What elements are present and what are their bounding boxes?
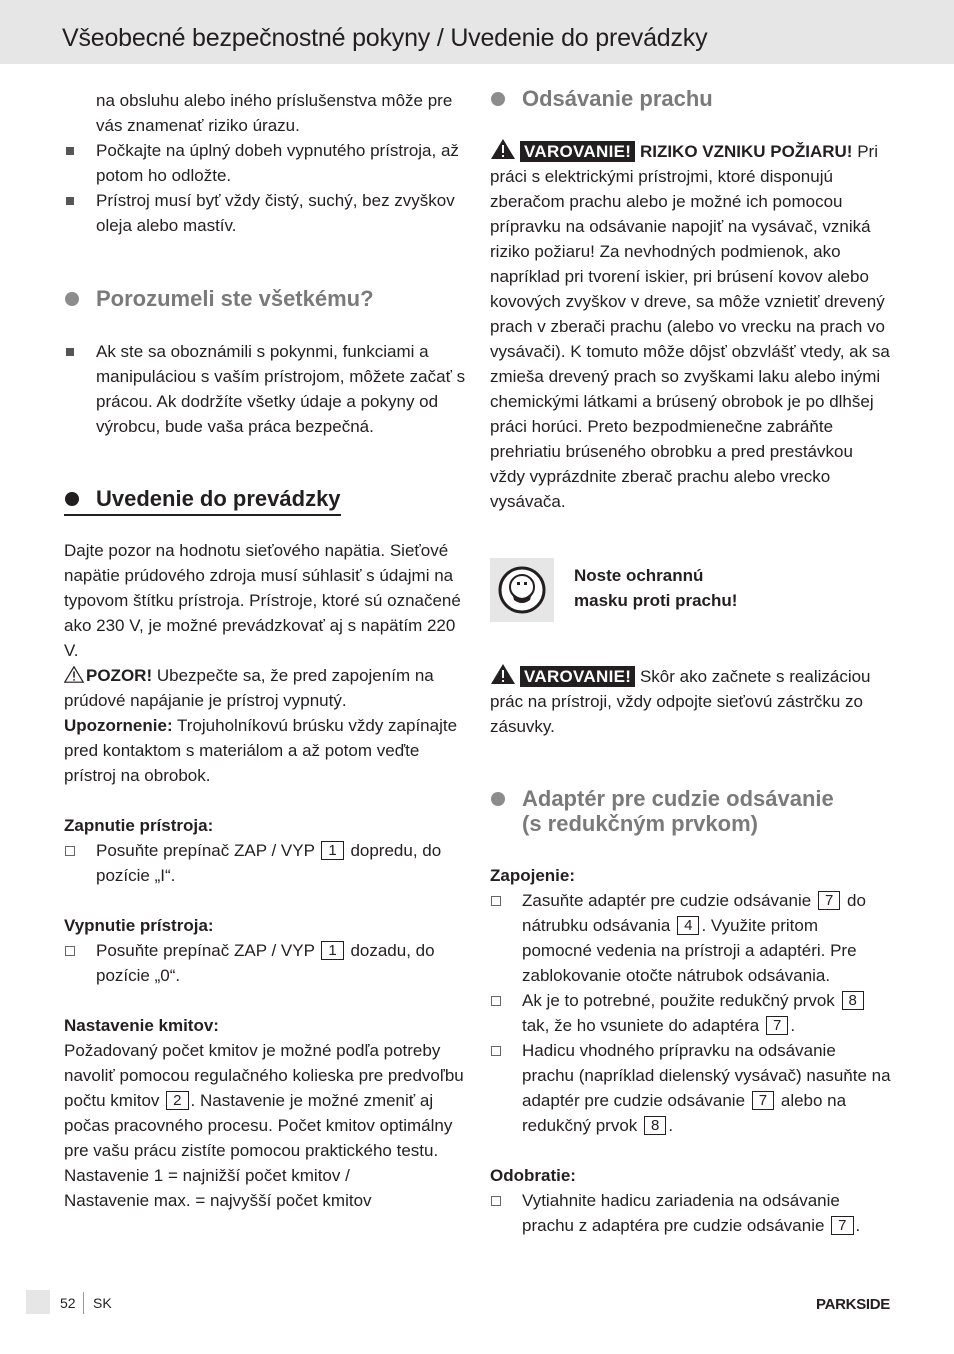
list-item: Ak je to potrebné, použite redukčný prvok 8 tak, že ho vsuniete do adaptéra 7 . [490, 988, 892, 1038]
fire-warning: VAROVANIE! RIZIKO VZNIKU POŽIARU! Pri práci s elektrickými prístrojmi, ktoré disponujú zberačom prachu alebo je možné ich pomocou prípravku na odsávanie napojiť na vysávač, vzniká riziko požiaru! Za nevhodných podmienok, ako napríklad pri tvorení iskier, pri brúsení kovov alebo kovových zvyškov v dreve, sa môže vznietiť drevený prach v zberači prachu (alebo vo vrecku na prach vo vysávači). K tomuto môže dôjsť obzvlášť vtedy, ak sa zmieša drevený prach so zvyškami laku alebo inými chemickými látkami a brúsený obrobok je po dlhšej práci horúci. Preto bezpodmienečne zabráňte prehriatiu brúseného obrobku a pred prestávkou vždy vyprázdnite zberač prachu alebo vrecko vysávača. [490, 138, 892, 514]
switch-off-block [64, 913, 466, 988]
dust-mask-icon [490, 558, 554, 622]
part-number: 8 [842, 991, 864, 1010]
subheading: Zapnutie prístroja: [64, 816, 214, 835]
section-heading: Porozumeli ste všetkému? [64, 286, 466, 311]
connect-block [490, 863, 892, 1138]
section-adapter [490, 786, 892, 836]
list-item: Posuňte prepínač ZAP / VYP 1 dozadu, do pozície „0“. [64, 938, 466, 988]
section-startup [64, 485, 466, 516]
list-item: Zasuňte adaptér pre cudzie odsávanie 7 do nátrubku odsávania 4 . Využite pritom pomocné vedenia na prístroji a adaptéri. Pre zablokovanie otočte nátrubok odsávania. [490, 888, 892, 988]
square-bullet-icon [66, 147, 74, 155]
brand-logo: PARKSIDE [816, 1296, 890, 1313]
list-item: Ak ste sa oboznámili s pokynmi, funkciami a manipuláciou s vaším prístrojom, môžete začať s prácou. Ak dodržíte všetky údaje a pokyny od výrobcu, bude vaša práca bezpečná. [64, 339, 466, 439]
part-number: 4 [677, 916, 699, 935]
part-number: 1 [321, 841, 343, 860]
oscillation-block: Nastavenie kmitov: Požadovaný počet kmitov je možné podľa potreby navoliť pomocou regulačného kolieska pre predvoľbu počtu kmitov 2 . Nastavenie je možné zmeniť aj počas pracovného procesu. Počet kmitov optimálny pre vašu prácu zistíte pomocou praktického testu. Nastavenie 1 = najnižší počet kmitov / Nastavenie max. = najvyšší počet kmitov [64, 1013, 466, 1213]
warning-triangle-icon [64, 666, 84, 683]
page-title: Všeobecné bezpečnostné pokyny / Uvedenie do prevádzky [62, 24, 708, 52]
startup-intro: Dajte pozor na hodnotu sieťového napätia. Sieťové napätie prúdového zdroja musí súhlasiť s údajmi na typovom štítku prístroja. Prístroje, ktoré sú označené ako 230 V, je možné prevádzkovať aj s napätím 220 V. [64, 541, 461, 660]
section-understood [64, 286, 466, 311]
page-number: 52 [60, 1295, 76, 1311]
part-number: 1 [321, 941, 343, 960]
subheading: Nastavenie kmitov: [64, 1016, 219, 1035]
bullet-dot-icon [65, 492, 79, 506]
remove-block [490, 1163, 892, 1238]
section-heading: Adaptér pre cudzie odsávanie (s redukčným prvkom) [490, 786, 892, 836]
list-item: Hadicu vhodného prípravku na odsávanie prachu (napríklad dielenský vysávač) nasuňte na adaptér pre cudzie odsávanie 7 alebo na redukčný prvok 8 . [490, 1038, 892, 1138]
footer-square [26, 1290, 50, 1314]
pozor-note: POZOR! Ubezpečte sa, že pred zapojením na prúdové napájanie je prístroj vypnutý. [64, 666, 434, 710]
bullet-dot-icon [491, 92, 505, 106]
warning-triangle-icon [490, 663, 516, 685]
checkbox-bullet-icon [491, 1196, 501, 1206]
part-number: 2 [166, 1091, 188, 1110]
warning-triangle-icon [490, 138, 516, 160]
language-code: SK [93, 1295, 112, 1311]
square-bullet-icon [66, 197, 74, 205]
warning-label: VAROVANIE! [520, 666, 635, 687]
upozornenie-note: Upozornenie: Trojuholníkovú brúsku vždy zapínajte pred kontaktom s materiálom a až potom veďte prístroj na obrobok. [64, 716, 458, 785]
part-number: 7 [818, 891, 840, 910]
unplug-warning: VAROVANIE! Skôr ako začnete s realizáciou prác na prístroji, vždy odpojte sieťovú zástrčku zo zásuvky. [490, 663, 892, 739]
section-heading: Odsávanie prachu [490, 86, 892, 111]
footer-divider [83, 1292, 84, 1314]
understood-bullet [64, 339, 466, 439]
bullet-list-top [64, 138, 466, 238]
section-heading: Uvedenie do prevádzky [64, 485, 341, 516]
checkbox-bullet-icon [491, 896, 501, 906]
list-item: Počkajte na úplný dobeh vypnutého prístroja, až potom ho odložte. [64, 138, 466, 188]
subheading: Odobratie: [490, 1166, 576, 1185]
part-number: 7 [831, 1216, 853, 1235]
checkbox-bullet-icon [491, 1046, 501, 1056]
list-item: Posuňte prepínač ZAP / VYP 1 dopredu, do pozície „I“. [64, 838, 466, 888]
part-number: 7 [766, 1016, 788, 1035]
subheading: Vypnutie prístroja: [64, 916, 214, 935]
continued-text: na obsluhu alebo iného príslušenstva môže pre vás znamenať riziko úrazu. [96, 91, 453, 135]
checkbox-bullet-icon [65, 946, 75, 956]
mask-icon-box [490, 558, 554, 622]
subheading: Zapojenie: [490, 866, 576, 885]
checkbox-bullet-icon [491, 996, 501, 1006]
part-number: 8 [644, 1116, 666, 1135]
section-dust [490, 86, 892, 111]
list-item: Vytiahnite hadicu zariadenia na odsávanie prachu z adaptéra pre cudzie odsávanie 7 . [490, 1188, 892, 1238]
part-number: 7 [752, 1091, 774, 1110]
bullet-dot-icon [491, 792, 505, 806]
warning-label: VAROVANIE! [520, 141, 635, 162]
square-bullet-icon [66, 348, 74, 356]
switch-on-block [64, 813, 466, 888]
bullet-dot-icon [65, 292, 79, 306]
checkbox-bullet-icon [65, 846, 75, 856]
list-item: Prístroj musí byť vždy čistý, suchý, bez zvyškov oleja alebo mastív. [64, 188, 466, 238]
